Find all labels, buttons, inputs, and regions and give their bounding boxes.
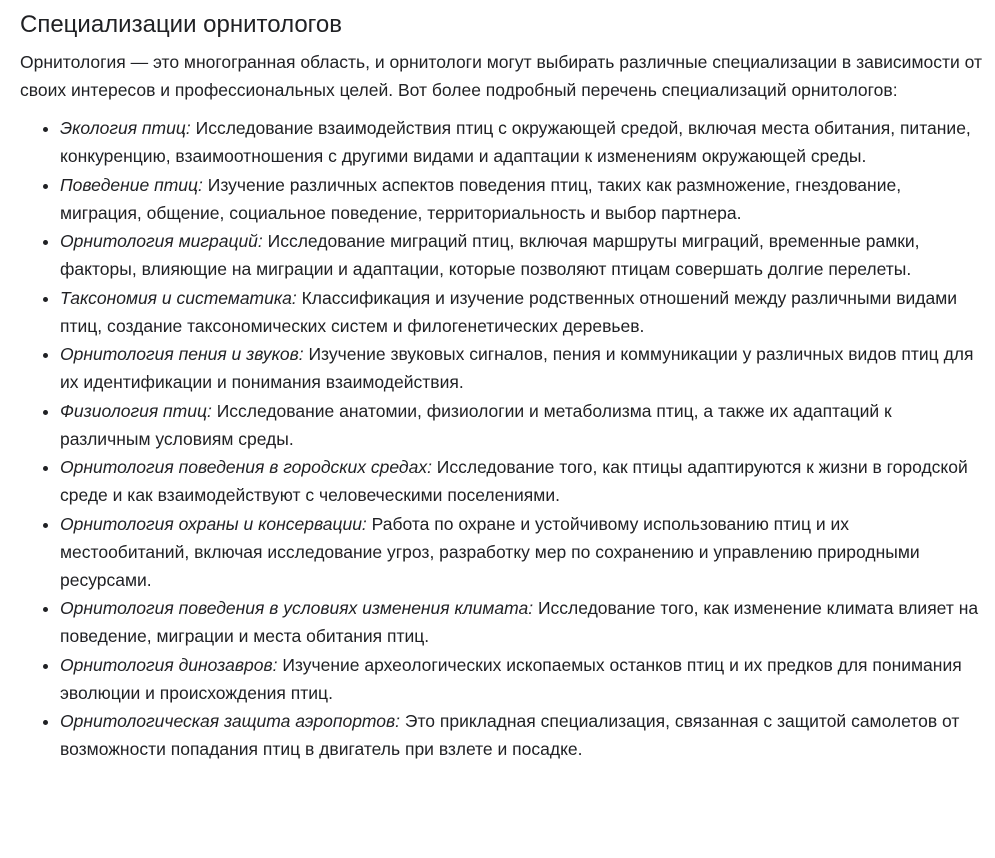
specializations-list — [20, 114, 983, 763]
item-description: Исследование анатомии, физиологии и метаболизма птиц, а также их адаптаций к различным условиям среды. — [60, 400, 892, 449]
list-item — [60, 340, 983, 396]
item-term: Орнитология динозавров: — [60, 654, 278, 675]
item-term: Орнитология поведения в городских средах: — [60, 457, 432, 477]
article — [0, 10, 995, 763]
item-description: Исследование того, как птицы адаптируются к жизни в городской среде и как взаимодействуют с человеческими поселениями. — [60, 457, 968, 505]
page-title: Специализации орнитологов — [20, 11, 343, 38]
item-term: Поведение птиц: — [60, 174, 203, 195]
item-description: Работа по охране и устойчивому использованию птиц и их местообитаний, включая исследование угроз, разработку мер по сохранению и управлению природными ресурсами. — [60, 513, 920, 590]
list-item — [60, 651, 983, 707]
list-item — [60, 397, 983, 453]
list-item — [60, 707, 983, 763]
item-term: Орнитология поведения в условиях изменения климата: — [60, 598, 534, 618]
item-description: Изучение звуковых сигналов, пения и коммуникации у различных видов птиц для их идентификации и понимания взаимодействия. — [60, 344, 974, 392]
intro-paragraph: Орнитология — это многогранная область, и орнитологи могут выбирать различные специализации в зависимости от своих интересов и профессиональных целей. Вот более подробный перечень специализаций орнитологов: — [20, 52, 982, 100]
item-term: Экология птиц: — [60, 118, 191, 138]
item-term: Орнитологическая защита аэропортов: — [60, 711, 401, 731]
list-item — [60, 453, 983, 509]
list-item — [60, 284, 983, 340]
item-term: Орнитология миграций: — [60, 231, 263, 251]
item-term: Таксономия и систематика: — [60, 287, 297, 308]
item-description: Это прикладная специализация, связанная с защитой самолетов от возможности попадания птиц в двигатель при взлете и посадке. — [60, 711, 960, 759]
list-item — [60, 171, 983, 227]
item-description: Исследование миграций птиц, включая маршруты миграций, временные рамки, факторы, влияющие на миграции и адаптации, которые позволяют птицам совершать долгие перелеты. — [60, 231, 920, 279]
list-item — [60, 114, 983, 170]
item-description: Изучение археологических ископаемых останков птиц и их предков для понимания эволюции и происхождения птиц. — [60, 654, 962, 703]
list-item — [60, 227, 983, 283]
list-item — [60, 510, 983, 594]
item-description: Изучение различных аспектов поведения птиц, таких как размножение, гнездование, миграция, общение, социальное поведение, территориальность и выбор партнера. — [60, 174, 902, 223]
item-term: Орнитология охраны и консервации: — [60, 513, 367, 534]
item-description: Исследование того, как изменение климата влияет на поведение, миграции и места обитания птиц. — [60, 598, 979, 646]
list-item — [60, 594, 983, 650]
item-term: Физиология птиц: — [60, 400, 212, 421]
item-term: Орнитология пения и звуков: — [60, 344, 304, 364]
item-description: Исследование взаимодействия птиц с окружающей средой, включая места обитания, питание, конкуренцию, взаимоотношения с другими видами и адаптации к изменениям окружающей среды. — [60, 118, 971, 166]
item-description: Классификация и изучение родственных отношений между различными видами птиц, создание таксономических систем и филогенетических деревьев. — [60, 287, 958, 336]
